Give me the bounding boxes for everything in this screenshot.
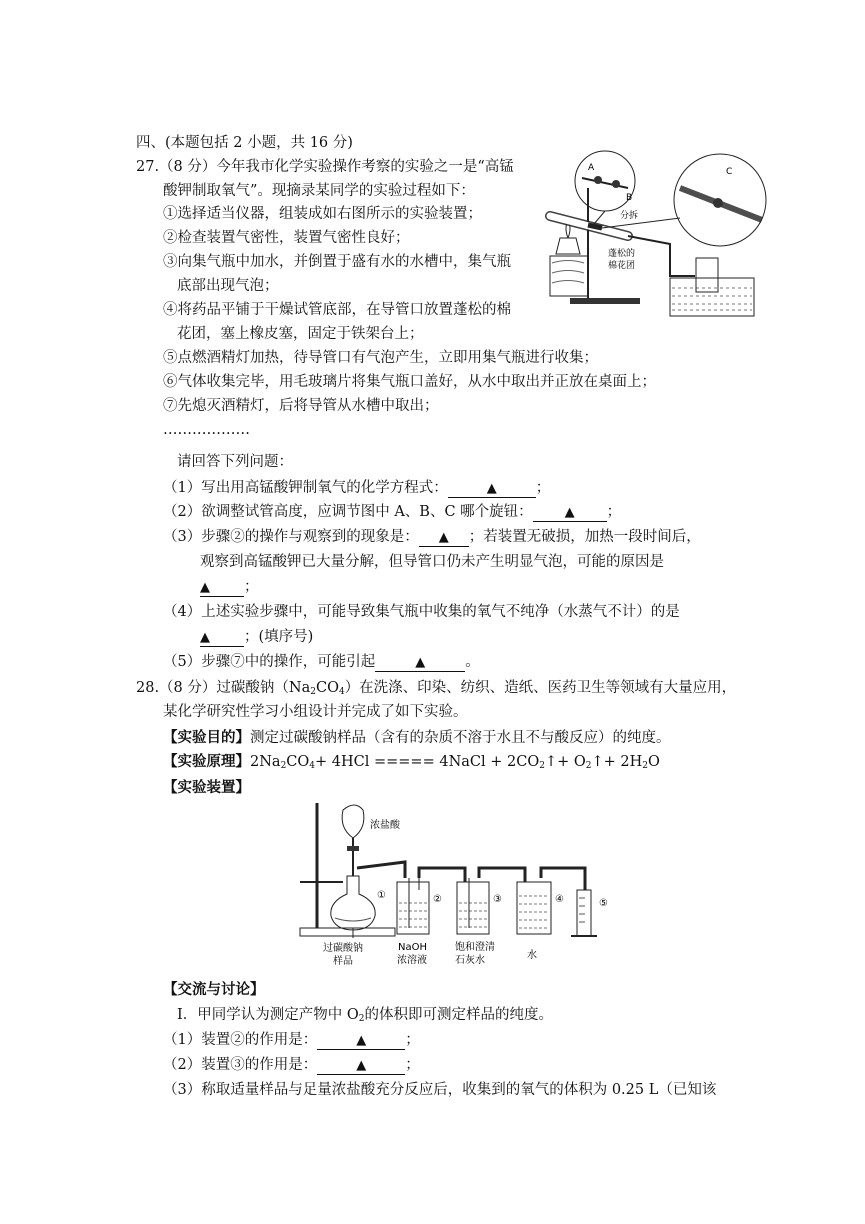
label-sample-2: 样品	[333, 956, 353, 967]
label-b: B	[626, 193, 633, 203]
q27-step-1: ①选择适当仪器，组装成如右图所示的实验装置；	[163, 206, 482, 222]
q28-discussion-q3: （3）称取适量样品与足量浓盐酸充分反应后，收集到的氧气的体积为 0.25 L（已知该	[163, 1082, 717, 1098]
q27-step-4-cont: 花团，塞上橡皮塞，固定于铁架台上；	[177, 326, 424, 342]
q27-question-3: （3）步骤②的操作与观察到的现象是： ▲ ；若装置无破损，加热一段时间后，	[163, 529, 701, 545]
stand-base-shape	[570, 298, 640, 304]
label-n3: ③	[493, 894, 502, 905]
q27-ellipsis: ………………	[163, 422, 250, 438]
q27-question-4: （4）上述实验步骤中，可能导致集气瓶中收集的氧气不纯净（水蒸气不计）的是	[163, 604, 680, 620]
q27-step-7: ⑦先熄灭酒精灯，后将导管从水槽中取出；	[163, 398, 439, 414]
label-fenjie: 分拆	[620, 211, 639, 221]
q28-discussion-label: 【交流与讨论】	[163, 981, 265, 998]
label-lime-1: 饱和澄清	[455, 942, 495, 953]
label-lime-2: 石灰水	[455, 955, 485, 966]
q28-apparatus-label: 【实验装置】	[163, 779, 250, 796]
gas-bottle-shape	[696, 258, 718, 292]
q28-intro-line1: 28.（8 分）过碳酸钠$(Na_2CO_4)$在洗涤、印染、纺织、造纸、医药卫生等领域有大量应用，	[136, 680, 737, 697]
q27-question-1: （1）写出用高锰酸钾制氧气的化学方程式： ▲ ；	[163, 480, 551, 496]
q27-apparatus-figure	[530, 148, 775, 330]
answer-blank-d2[interactable]: ▲	[317, 1057, 405, 1075]
q27-step-6: ⑥气体收集完毕，用毛玻璃片将集气瓶口盖好，从水中取出并正放在桌面上；	[163, 374, 656, 390]
q27-question-3-cont: 观察到高锰酸钾已大量分解，但导管口仍未产生明显气泡，可能的原因是	[200, 554, 664, 570]
answer-blank-2[interactable]: ▲	[533, 504, 607, 522]
answer-blank-4[interactable]: ▲	[200, 629, 244, 647]
water-trough-shape	[670, 278, 754, 316]
label-c: C	[726, 167, 733, 177]
q27-intro-line1: 27.（8 分）今年我市化学实验操作考察的实验之一是“高锰	[136, 159, 514, 175]
q27-step-4: ④将药品平铺于干燥试管底部，在导管口放置蓬松的棉	[163, 302, 511, 318]
label-cotton-2: 棉花团	[608, 261, 636, 271]
answer-blank-d1[interactable]: ▲	[317, 1032, 405, 1050]
q27-step-5: ⑤点燃酒精灯加热，待导管口有气泡产生，立即用集气瓶进行收集；	[163, 350, 598, 366]
label-acid: 浓盐酸	[370, 820, 400, 831]
label-n5: ⑤	[599, 898, 608, 909]
q28-apparatus-figure	[295, 798, 620, 974]
label-a: A	[588, 163, 595, 173]
label-sample-1: 过碳酸钠	[323, 943, 363, 954]
q27-step-2: ②检查装置气密性，装置气密性良好；	[163, 230, 410, 246]
section-header: 四、(本题包括 2 小题，共 16 分)	[136, 135, 353, 151]
q28-discussion-q1: （1）装置②的作用是： ▲ ；	[163, 1032, 420, 1048]
q27-prompt: 请回答下列问题：	[177, 454, 293, 470]
q28-intro-line2: 某化学研究性学习小组设计并完成了如下实验。	[163, 704, 468, 720]
q27-question-2: （2）欲调整试管高度，应调节图中 A、B、C 哪个旋钮： ▲ ；	[163, 504, 622, 520]
answer-blank-3b[interactable]: ▲	[200, 579, 244, 597]
q28-discussion-q2: （2）装置③的作用是： ▲ ；	[163, 1057, 420, 1073]
q27-question-4-blank: ▲ ；(填序号)	[200, 629, 314, 645]
label-cotton-1: 蓬松的	[608, 249, 636, 259]
label-n1: ①	[377, 890, 386, 901]
q27-question-3-blank: ▲ ；	[200, 579, 259, 595]
cylinder-shape	[577, 890, 591, 936]
bottle-2-shape	[397, 882, 429, 934]
funnel-shape	[342, 805, 364, 838]
bottle-4-shape	[517, 882, 551, 934]
label-naoh-1: NaOH	[398, 942, 427, 953]
label-n4: ④	[555, 894, 564, 905]
bottle-3-shape	[457, 882, 489, 934]
q28-discussion-1: Ⅰ．甲同学认为测定产物中 $O_2$的体积即可测定样品的纯度。	[177, 1007, 553, 1024]
q27-intro-line2: 酸钾制取氧气”。现摘录某同学的实验过程如下：	[163, 183, 475, 199]
label-water: 水	[527, 950, 537, 961]
alcohol-lamp-shape	[556, 238, 580, 254]
q27-step-3: ③向集气瓶中加水，并倒置于盛有水的水槽中，集气瓶	[163, 254, 511, 270]
q28-principle: 【实验原理】$2Na_2CO_4+ 4HCl$ ===== 4NaCl + $2CO_2↑+$ $O_2↑+ 2H_2O$	[163, 753, 660, 771]
answer-blank-5[interactable]: ▲	[375, 654, 465, 672]
label-naoh-2: 浓溶液	[397, 955, 427, 966]
answer-blank-1[interactable]: ▲	[448, 480, 536, 498]
q27-step-3-cont: 底部出现气泡；	[177, 278, 279, 294]
flask-shape	[331, 876, 375, 930]
q27-question-5: （5）步骤⑦中的操作，可能引起 ▲ 。	[163, 654, 480, 670]
q28-purpose: 【实验目的】测定过碳酸钠样品（含有的杂质不溶于水且不与酸反应）的纯度。	[163, 729, 671, 746]
label-n2: ②	[433, 894, 442, 905]
answer-blank-3a[interactable]: ▲	[419, 529, 469, 547]
